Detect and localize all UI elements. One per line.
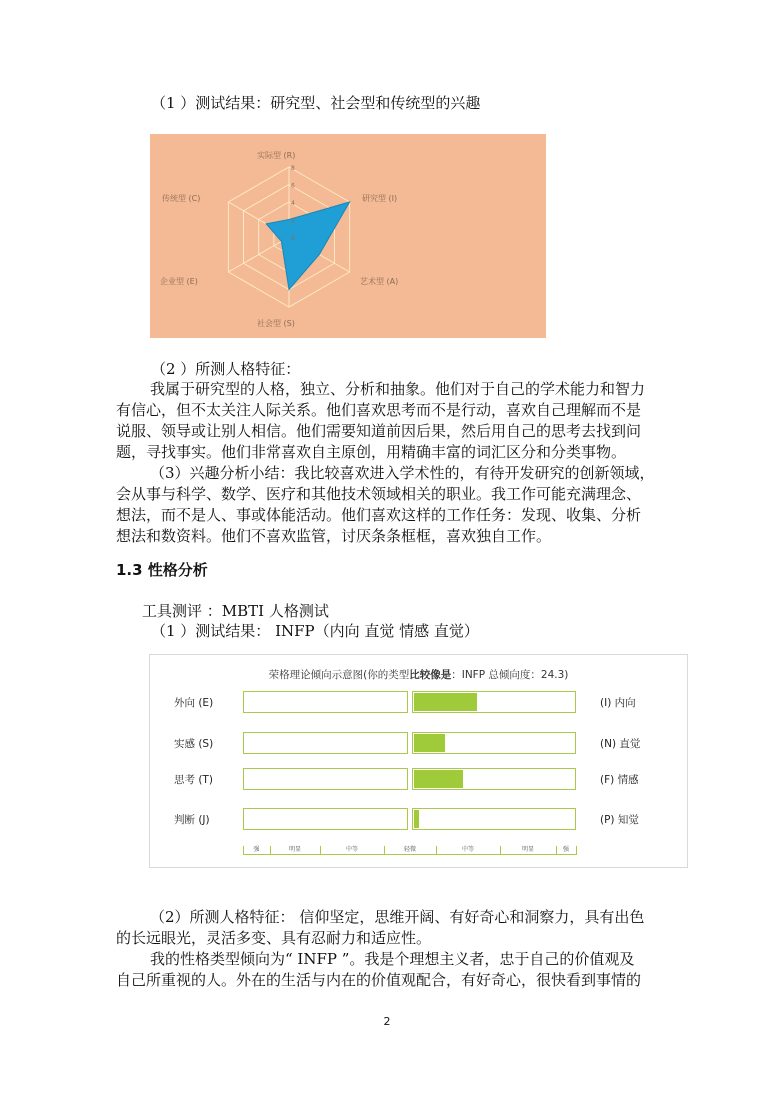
mbti-title-bold: 比较像是: [409, 669, 452, 681]
para-line: （3）兴趣分析小结：我比较喜欢进入学术性的，有待开发研究的创新领域，: [150, 464, 655, 482]
mbti-right-label: (P) 知觉: [600, 814, 639, 826]
mbti-scale-label: 中等: [461, 846, 474, 853]
radar-tick-label: 6: [291, 182, 295, 190]
personality-paragraph: [116, 379, 645, 463]
mbti-scale-label: 轻微: [403, 846, 416, 853]
mbti-scale-label: 强: [253, 846, 260, 853]
mbti-right-label: (N) 直觉: [600, 738, 641, 750]
para-line: 我的性格类型倾向为“ INFP ”。我是个理想主义者，忠于自己的价值观及: [150, 950, 635, 968]
tool-line: 工具测评 ：MBTI 人格测试: [142, 602, 329, 620]
mbti-scale-label: 明显: [288, 846, 301, 853]
para-line: 我属于研究型的人格，独立、分析和抽象。他们对于自己的学术能力和智力: [150, 380, 646, 398]
para-line: 题，寻找事实。他们非常喜欢自主原创，用精确丰富的词汇区分和分类事物。: [116, 443, 627, 461]
para-line: 有信心，但不太关注人际关系。他们喜欢思考而不是行动，喜欢自己理解而不是: [116, 401, 642, 419]
mbti-left-label: 外向 (E): [174, 697, 214, 709]
mbti-track-left: [243, 732, 408, 754]
radar-label-r: 实际型 (R): [257, 151, 296, 160]
mbti-left-label: 思考 (T): [174, 774, 213, 786]
para-line: 想法，而不是人、事或体能活动。他们喜欢这样的工作任务：发现、收集、分析: [116, 506, 642, 524]
mbti-bar: [414, 810, 419, 828]
mbti-title-suffix: ：INFP 总倾向度：24.3): [451, 669, 569, 681]
radar-label-a: 艺术型 (A): [360, 277, 399, 286]
radar-label-i: 研究型 (I): [362, 194, 398, 203]
personality-label: （2 ）所测人格特征：: [151, 360, 301, 378]
mbti-left-label: 判断 (J): [174, 814, 210, 826]
para-line: （2）所测人格特征： 信仰坚定，思维开阔、有好奇心和洞察力，具有出色: [150, 908, 645, 926]
para-line: 想法和数资料。他们不喜欢监管，讨厌条条框框，喜欢独自工作。: [116, 527, 552, 545]
radar-tick-label: 0: [291, 235, 295, 242]
radar-tick-label: 8: [291, 165, 295, 172]
section-heading: 1.3 性格分析: [116, 561, 208, 579]
mbti-track-left: [243, 768, 408, 790]
mbti-chart: [149, 654, 688, 868]
radar-svg: [150, 134, 546, 338]
mbti-bar: [414, 734, 445, 752]
radar-data-area: [266, 202, 349, 290]
radar-label-c: 传统型 (C): [162, 194, 201, 203]
radar-label-e: 企业型 (E): [160, 277, 198, 286]
type-paragraph: [116, 949, 641, 991]
radar-label-s: 社会型 (S): [257, 319, 295, 328]
mbti-result: （1 ）测试结果： INFP（内向 直觉 情感 直觉）: [151, 622, 479, 640]
mbti-track-left: [243, 808, 408, 830]
mbti-chart-title: [150, 667, 687, 682]
result-caption: （1 ）测试结果：研究型、社会型和传统型的兴趣: [151, 94, 481, 112]
mbti-scale-label: 强: [562, 846, 569, 853]
para-line: 说服、领导或让别人相信。他们需要知道前因后果，然后用自己的思考去找到问: [116, 422, 642, 440]
mbti-bar: [414, 693, 477, 711]
mbti-scale-line: [243, 854, 576, 855]
mbti-title-prefix: 荣格理论倾向示意图(你的类型: [268, 669, 410, 681]
mbti-right-label: (F) 情感: [600, 774, 639, 786]
mbti-scale-label: 中等: [345, 846, 358, 853]
mbti-scale-label: 明显: [521, 846, 534, 853]
interest-summary-paragraph: [116, 463, 655, 547]
mbti-track-left: [243, 691, 408, 713]
para-line: 自己所重视的人。外在的生活与内在的价值观配合，有好奇心，很快看到事情的: [116, 971, 642, 989]
mbti-track-right: [412, 808, 576, 830]
para-line: 会从事与科学、数学、医疗和其他技术领域相关的职业。我工作可能充满理念、: [116, 485, 642, 503]
para-line: 的长远眼光，灵活多变、具有忍耐力和适应性。: [116, 929, 432, 947]
mbti-scale-tick: [576, 846, 577, 855]
radar-tick-label: 2: [291, 217, 295, 225]
page-number: 2: [383, 1015, 391, 1028]
radar-tick-label: 4: [291, 200, 295, 207]
mbti-bar: [414, 770, 463, 788]
radar-chart: [150, 134, 546, 338]
mbti-right-label: (I) 内向: [600, 697, 636, 709]
mbti-left-label: 实感 (S): [174, 738, 214, 750]
traits-paragraph: [116, 907, 644, 949]
